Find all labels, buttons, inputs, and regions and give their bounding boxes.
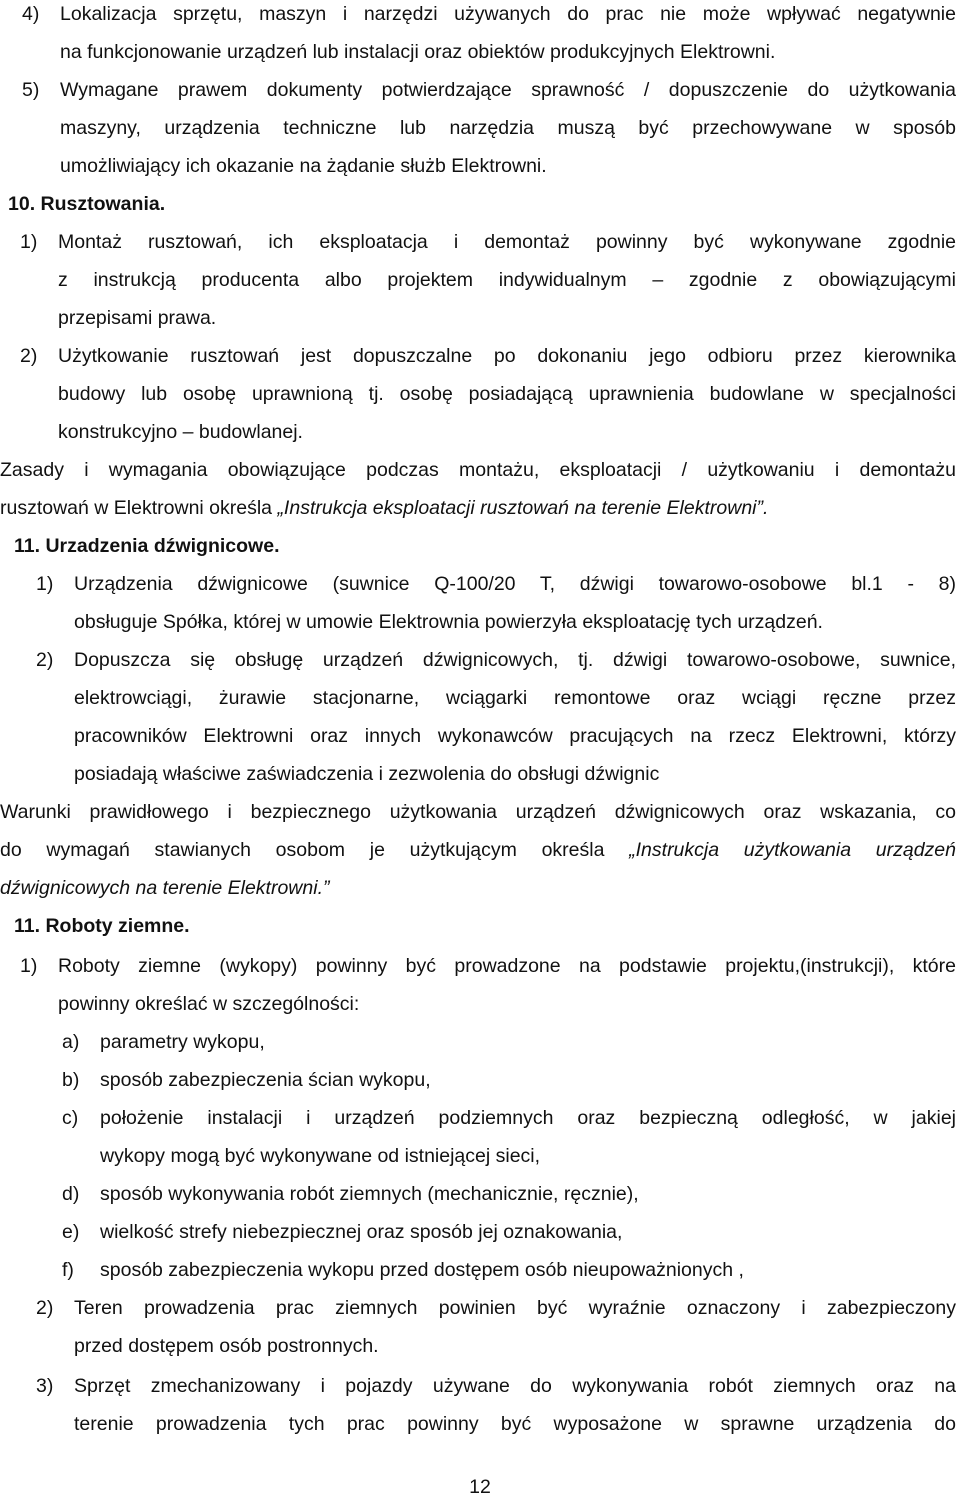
section-heading bbox=[0, 192, 960, 230]
item-number: 1) bbox=[20, 955, 38, 977]
list-item-continuation bbox=[0, 1334, 960, 1372]
item-number: 1) bbox=[20, 231, 38, 253]
page-number: 12 bbox=[469, 1476, 491, 1498]
item-number: 5) bbox=[22, 79, 40, 101]
item-number: 2) bbox=[36, 649, 54, 671]
sub-list-item bbox=[0, 1106, 960, 1144]
list-item bbox=[0, 954, 960, 992]
item-text: z instrukcją producenta albo projektem indywidualnym – zgodnie z obowiązującymi bbox=[58, 269, 956, 291]
list-item-continuation bbox=[0, 1412, 960, 1450]
list-item bbox=[0, 572, 960, 610]
item-text: terenie prowadzenia tych prac powinny być wyposażone w sprawne urządzenia do bbox=[74, 1413, 956, 1435]
list-item-continuation bbox=[0, 306, 960, 344]
item-number: 1) bbox=[36, 573, 54, 595]
section-heading bbox=[0, 534, 960, 572]
paragraph bbox=[0, 496, 960, 534]
item-number: 4) bbox=[22, 3, 40, 25]
document-reference: dźwignicowych na terenie Elektrowni.” bbox=[0, 877, 330, 899]
item-text: Wymagane prawem dokumenty potwierdzające sprawność / dopuszczenie do użytkowania bbox=[60, 79, 956, 101]
item-text: Sprzęt zmechanizowany i pojazdy używane do wykonywania robót ziemnych oraz na bbox=[74, 1375, 956, 1397]
sub-item-letter: b) bbox=[62, 1069, 80, 1091]
list-item-continuation bbox=[0, 992, 960, 1030]
sub-list-item bbox=[0, 1258, 960, 1296]
sub-item-letter: f) bbox=[62, 1259, 74, 1281]
sub-list-item bbox=[0, 1220, 960, 1258]
list-item bbox=[0, 78, 960, 116]
sub-item-letter: e) bbox=[62, 1221, 80, 1243]
paragraph bbox=[0, 838, 960, 876]
item-text: budowy lub osobę uprawnioną tj. osobę posiadającą uprawnienia budowlane w specjalności bbox=[58, 383, 956, 405]
sub-item-letter: d) bbox=[62, 1183, 80, 1205]
item-text: Urządzenia dźwignicowe (suwnice Q-100/20 T, dźwigi towarowo-osobowe bl.1 - 8) bbox=[74, 573, 956, 595]
section-title: 11. Urzadzenia dźwignicowe. bbox=[14, 535, 280, 557]
list-item bbox=[0, 1296, 960, 1334]
sub-item-text: parametry wykopu, bbox=[100, 1031, 265, 1053]
item-text: przed dostępem osób postronnych. bbox=[74, 1335, 379, 1357]
sub-item-text: sposób wykonywania robót ziemnych (mechanicznie, ręcznie), bbox=[100, 1183, 639, 1205]
list-item-continuation bbox=[0, 686, 960, 724]
section-heading bbox=[0, 914, 960, 952]
item-text: Lokalizacja sprzętu, maszyn i narzędzi używanych do prac nie może wpływać negatywnie bbox=[60, 3, 956, 25]
list-item bbox=[0, 230, 960, 268]
paragraph bbox=[0, 800, 960, 838]
list-item bbox=[0, 2, 960, 40]
list-item-continuation bbox=[0, 610, 960, 648]
list-item-continuation bbox=[0, 762, 960, 800]
item-text: konstrukcyjno – budowlanej. bbox=[58, 421, 303, 443]
paragraph-text: Zasady i wymagania obowiązujące podczas montażu, eksploatacji / użytkowaniu i demontażu bbox=[0, 459, 956, 481]
section-title: 10. Rusztowania. bbox=[8, 193, 166, 215]
list-item-continuation bbox=[0, 116, 960, 154]
list-item bbox=[0, 648, 960, 686]
list-item bbox=[0, 1374, 960, 1412]
item-text: przepisami prawa. bbox=[58, 307, 217, 329]
sub-item-text: położenie instalacji i urządzeń podziemnych oraz bezpieczną odległość, w jakiej bbox=[100, 1107, 956, 1129]
sub-item-text: wielkość strefy niebezpiecznej oraz sposób jej oznakowania, bbox=[100, 1221, 623, 1243]
sub-list-item bbox=[0, 1068, 960, 1106]
section-title: 11. Roboty ziemne. bbox=[14, 915, 190, 937]
item-number: 3) bbox=[36, 1375, 54, 1397]
item-text: posiadają właściwe zaświadczenia i zezwolenia do obsługi dźwignic bbox=[74, 763, 660, 785]
sub-list-item-continuation bbox=[0, 1144, 960, 1182]
sub-item-text: wykopy mogą być wykonywane od istniejącej sieci, bbox=[100, 1145, 541, 1167]
sub-item-letter: a) bbox=[62, 1031, 80, 1053]
sub-item-text: sposób zabezpieczenia ścian wykopu, bbox=[100, 1069, 431, 1091]
item-text: powinny określać w szczególności: bbox=[58, 993, 360, 1015]
document-reference: „Instrukcja użytkowania urządzeń bbox=[629, 839, 956, 861]
list-item-continuation bbox=[0, 268, 960, 306]
list-item-continuation bbox=[0, 724, 960, 762]
list-item-continuation bbox=[0, 154, 960, 192]
paragraph bbox=[0, 458, 960, 496]
document-reference: „Instrukcja eksploatacji rusztowań na terenie Elektrowni”. bbox=[277, 497, 769, 519]
sub-list-item bbox=[0, 1182, 960, 1220]
paragraph-text bbox=[0, 876, 956, 900]
sub-list-item bbox=[0, 1030, 960, 1068]
list-item-continuation bbox=[0, 40, 960, 78]
paragraph-text bbox=[0, 496, 956, 520]
item-text: na funkcjonowanie urządzeń lub instalacji oraz obiektów produkcyjnych Elektrowni. bbox=[60, 41, 776, 63]
sub-item-text: sposób zabezpieczenia wykopu przed dostępem osób nieupoważnionych , bbox=[100, 1259, 744, 1281]
item-text: Użytkowanie rusztowań jest dopuszczalne po dokonaniu jego odbioru przez kierownika bbox=[58, 345, 956, 367]
item-text: obsługuje Spółka, której w umowie Elektrownia powierzyła eksploatację tych urządzeń. bbox=[74, 611, 823, 633]
paragraph-text: Warunki prawidłowego i bezpiecznego użytkowania urządzeń dźwignicowych oraz wskazania, co bbox=[0, 801, 956, 823]
item-text: elektrowciągi, żurawie stacjonarne, wciągarki remontowe oraz wciągi ręczne przez bbox=[74, 687, 956, 709]
list-item bbox=[0, 344, 960, 382]
item-text: pracowników Elektrowni oraz innych wykonawców pracujących na rzecz Elektrowni, którzy bbox=[74, 725, 956, 747]
list-item-continuation bbox=[0, 382, 960, 420]
paragraph-text-plain: do wymagań stawianych osobom je użytkującym określa bbox=[0, 839, 630, 861]
paragraph-text-plain: rusztowań w Elektrowni określa bbox=[0, 497, 278, 519]
item-text: Dopuszcza się obsługę urządzeń dźwignicowych, tj. dźwigi towarowo-osobowe, suwnice, bbox=[74, 649, 956, 671]
list-item-continuation bbox=[0, 420, 960, 458]
sub-item-letter: c) bbox=[62, 1107, 79, 1129]
item-text: Roboty ziemne (wykopy) powinny być prowadzone na podstawie projektu,(instrukcji), które bbox=[58, 955, 956, 977]
item-text: umożliwiający ich okazanie na żądanie służb Elektrowni. bbox=[60, 155, 547, 177]
item-number: 2) bbox=[20, 345, 38, 367]
paragraph bbox=[0, 876, 960, 914]
item-text: Teren prowadzenia prac ziemnych powinien być wyraźnie oznaczony i zabezpieczony bbox=[74, 1297, 956, 1319]
item-text: Montaż rusztowań, ich eksploatacja i demontaż powinny być wykonywane zgodnie bbox=[58, 231, 956, 253]
paragraph-text bbox=[0, 838, 956, 862]
item-number: 2) bbox=[36, 1297, 54, 1319]
item-text: maszyny, urządzenia techniczne lub narzędzia muszą być przechowywane w sposób bbox=[60, 117, 956, 139]
